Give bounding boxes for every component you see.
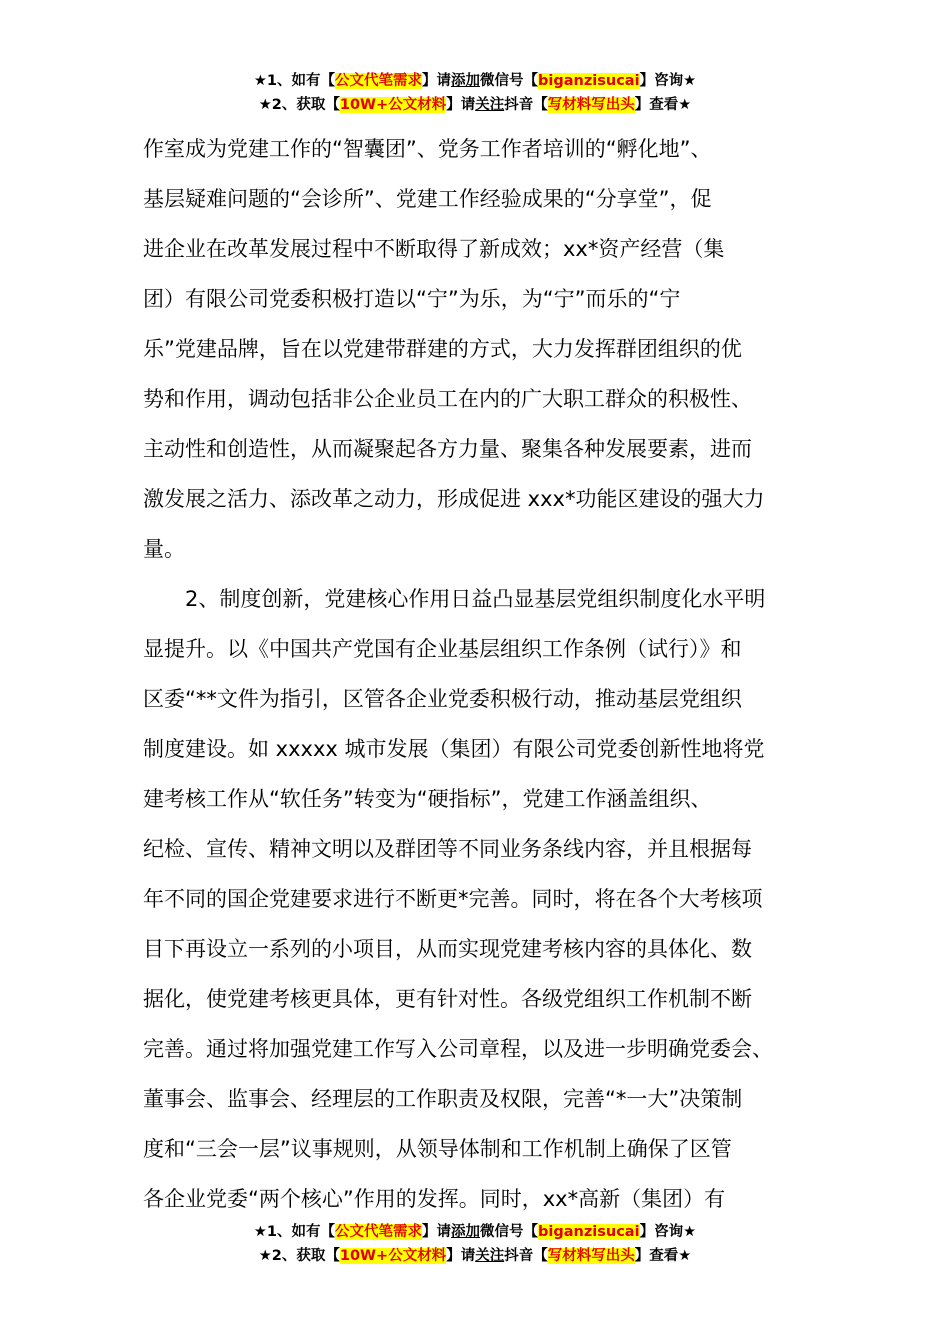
paragraph-start-line: 2、制度创新，党建核心作用日益凸显基层党组织制度化水平明 bbox=[185, 587, 766, 611]
highlight-service: 公文代笔需求 bbox=[335, 73, 423, 89]
highlight-douyin: 写材料写出头 bbox=[547, 1248, 635, 1264]
text-line: 激发展之活力、添改革之动力，形成促进 xxx*功能区建设的强大力 bbox=[143, 487, 765, 511]
highlight-materials: 10W+公文材料 bbox=[339, 1248, 447, 1264]
text-line: 团）有限公司党委积极打造以“宁”为乐，为“宁”而乐的“宁 bbox=[143, 287, 681, 311]
highlight-wechat-id: biganzisucai bbox=[538, 1224, 640, 1240]
banner-line-1: ★1、如有【公文代笔需求】请添加微信号【biganzisucai】咨询★ bbox=[253, 73, 697, 89]
text-line: 显提升。以《中国共产党国有企业基层组织工作条例（试行）》和 bbox=[143, 637, 742, 661]
text-line: 据化，使党建考核更具体，更有针对性。各级党组织工作机制不断 bbox=[143, 987, 752, 1011]
banner-line-2: ★2、获取【10W+公文材料】请关注抖音【写材料写出头】查看★ bbox=[258, 97, 692, 113]
text-line: 目下再设立一系列的小项目，从而实现党建考核内容的具体化、数 bbox=[143, 937, 752, 961]
text-line: 主动性和创造性，从而凝聚起各方力量、聚集各种发展要素，进而 bbox=[143, 437, 752, 461]
banner-line-2: ★2、获取【10W+公文材料】请关注抖音【写材料写出头】查看★ bbox=[258, 1248, 692, 1264]
highlight-douyin: 写材料写出头 bbox=[547, 97, 635, 113]
text-line: 建考核工作从“软任务”转变为“硬指标”，党建工作涵盖组织、 bbox=[143, 787, 712, 811]
text-line: 势和作用，调动包括非公企业员工在内的广大职工群众的积极性、 bbox=[143, 387, 752, 411]
highlight-wechat-id: biganzisucai bbox=[538, 73, 640, 89]
text-line: 各企业党委“两个核心”作用的发挥。同时，xx*高新（集团）有 bbox=[143, 1187, 726, 1211]
text-line: 完善。通过将加强党建工作写入公司章程，以及进一步明确党委会、 bbox=[143, 1037, 773, 1061]
text-line: 进企业在改革发展过程中不断取得了新成效；xx*资产经营（集 bbox=[143, 237, 725, 261]
text-line: 董事会、监事会、经理层的工作职责及权限，完善“*一大”决策制 bbox=[143, 1087, 743, 1111]
text-line: 年不同的国企党建要求进行不断更*完善。同时，将在各个大考核项 bbox=[143, 887, 763, 911]
footer-banner bbox=[0, 1220, 950, 1268]
banner-line-1: ★1、如有【公文代笔需求】请添加微信号【biganzisucai】咨询★ bbox=[253, 1224, 697, 1240]
text-line: 乐”党建品牌，旨在以党建带群建的方式，大力发挥群团组织的优 bbox=[143, 337, 742, 361]
text-line: 基层疑难问题的“会诊所”、党建工作经验成果的“分享堂”，促 bbox=[143, 187, 712, 211]
text-line: 区委“**文件为指引，区管各企业党委积极行动，推动基层党组织 bbox=[143, 687, 742, 711]
text-line: 量。 bbox=[143, 537, 185, 561]
text-line: 纪检、宣传、精神文明以及群团等不同业务条线内容，并且根据每 bbox=[143, 837, 752, 861]
document-body bbox=[143, 124, 833, 1224]
highlight-materials: 10W+公文材料 bbox=[339, 97, 447, 113]
header-banner bbox=[0, 69, 950, 117]
text-line: 制度建设。如 xxxxx 城市发展（集团）有限公司党委创新性地将党 bbox=[143, 737, 765, 761]
highlight-service: 公文代笔需求 bbox=[335, 1224, 423, 1240]
text-line: 作室成为党建工作的“智囊团”、党务工作者培训的“孵化地”、 bbox=[143, 137, 712, 161]
text-line: 度和“三会一层”议事规则，从领导体制和工作机制上确保了区管 bbox=[143, 1137, 732, 1161]
